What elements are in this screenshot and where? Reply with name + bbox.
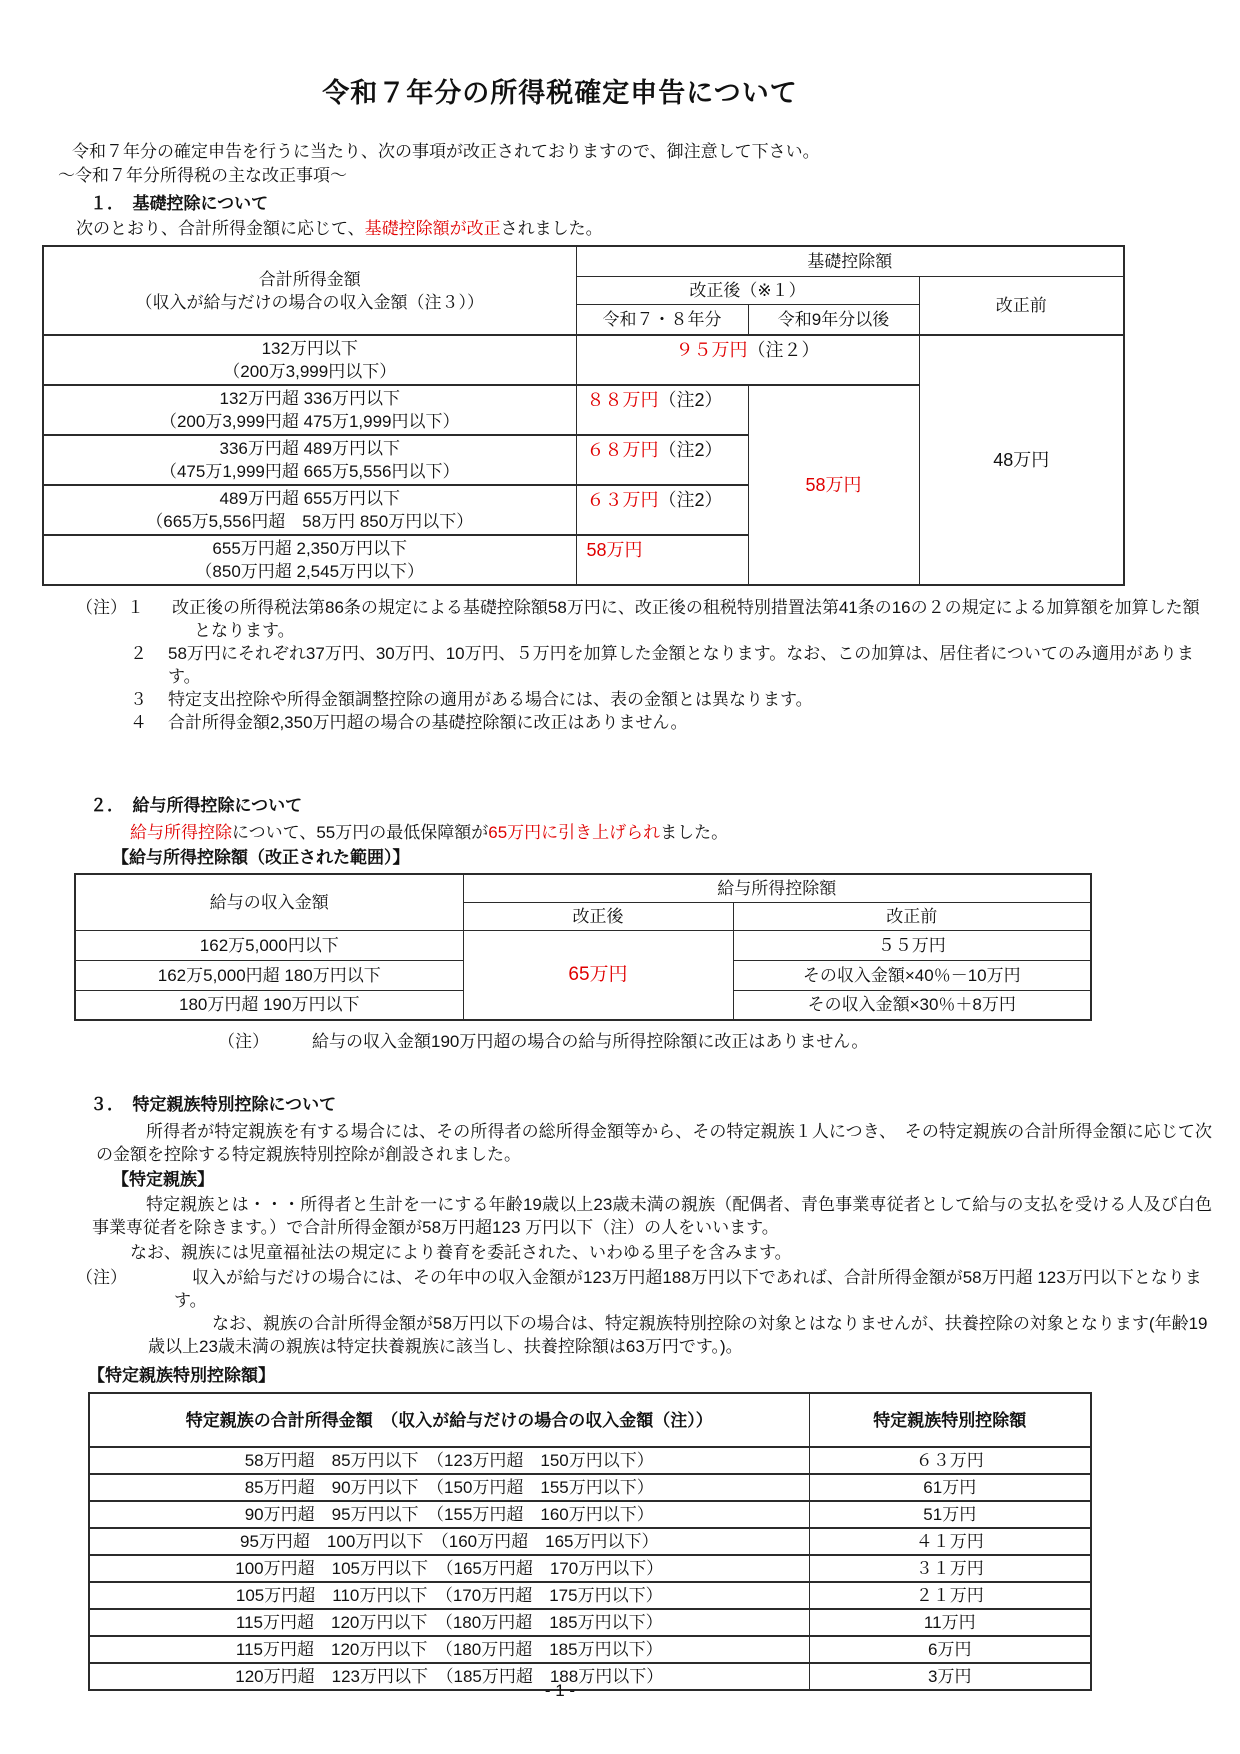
deduction-amount-cell: ６８万円（注2） [576,435,748,485]
header-employment-deduction: 給与所得控除額 [463,874,1091,902]
note-item [0,642,1240,688]
table-row [89,1528,1091,1555]
income-range-cell: 90万円超 95万円以下 （155万円超 160万円以下） [89,1501,809,1528]
deduction-amount-cell: ６３万円 [809,1447,1091,1474]
before-revision-amount-cell: 48万円 [919,335,1124,585]
deduction-amount-cell: 6万円 [809,1636,1091,1663]
deduction-amount-cell: 3万円 [809,1663,1091,1690]
table-row [89,1501,1091,1528]
income-range-cell: 85万円超 90万円以下 （150万円超 155万円以下） [89,1474,809,1501]
income-range-cell: 115万円超 120万円以下 （180万円超 185万円以下） [89,1636,809,1663]
income-range-cell: 105万円超 110万円以下 （170万円超 175万円以下） [89,1582,809,1609]
header-total-income [43,246,576,335]
salary-range-cell: 162万5,000円以下 [75,930,463,960]
section3-note [0,1266,1240,1312]
special-deduction-table-label: 【特定親族特別控除額】 [88,1366,275,1385]
revision-items-subtitle: ～令和７年分所得税の主な改正事項～ [58,166,347,185]
table-row [89,1447,1091,1474]
header-total-income-line2: （収入が給与だけの場合の収入金額（注３）） [135,292,484,312]
income-range-cell: 489万円超 655万円以下 （665万5,556円超 58万円 850万円以下） [43,485,576,535]
deduction-amount-cell: ３１万円 [809,1555,1091,1582]
header-after-revision: 改正後（※１） [576,277,919,305]
header-before-revision: 改正前 [919,277,1124,336]
page-number: - 1 - [544,1681,576,1700]
note-item [0,596,1240,642]
income-range-cell: 336万円超 489万円以下 （475万1,999円超 665万5,556円以下） [43,435,576,485]
deduction-amount-cell: ９５万円（注２） [576,335,919,385]
tokutei-shinzoku-label: 【特定親族】 [112,1170,214,1189]
before-revision-amount-cell: ５５万円 [733,930,1091,960]
section1-heading: １． 基礎控除について [90,194,269,213]
note-text: 改正後の所得税法第86条の規定による基礎控除額58万円に、改正後の租税特別措置法第41条の16の２の規定による加算額を加算した額となります。 [172,598,1200,640]
table-row [75,930,1091,960]
deduction-amount-cell: ４１万円 [809,1528,1091,1555]
table-row [89,1582,1091,1609]
note-text: 特定支出控除や所得金額調整控除の適用がある場合には、表の金額とは異なります。 [168,690,813,709]
header-basic-deduction: 基礎控除額 [576,246,1124,277]
header-reiwa7-8: 令和７・８年分 [576,305,748,336]
note-text: 58万円にそれぞれ37万円、30万円、10万円、５万円を加算した金額となります。なお、この加算は、居住者についてのみ適用があります。 [168,644,1194,686]
header-after-revision: 改正後 [463,902,733,930]
table-row [89,1609,1091,1636]
note-marker: （注） [218,1032,269,1051]
header-reiwa9-later: 令和9年分以後 [748,305,919,336]
special-dependent-deduction-table [88,1392,1092,1691]
page-title: 令和７年分の所得税確定申告について [322,78,798,108]
table-row [89,1636,1091,1663]
section3-heading: ３． 特定親族特別控除について [90,1095,337,1114]
deduction-amount-cell: 51万円 [809,1501,1091,1528]
intro-paragraph: 令和７年分の確定申告を行うに当たり、次の事項が改正されておりますので、御注意して下さい。 [72,142,820,161]
employment-income-deduction-table [74,873,1092,1021]
income-range-cell: 100万円超 105万円以下 （165万円超 170万円以下） [89,1555,809,1582]
note-marker: （注） [76,1268,127,1287]
section3-paragraph1: 所得者が特定親族を有する場合には、その所得者の総所得金額等から、その特定親族１人につき、 その特定親族の合計所得金額に応じて次の金額を控除する特定親族特別控除が創設されました。 [96,1122,1212,1164]
section1-lead: 次のとおり、合計所得金額に応じて、基礎控除額が改正されました。 [76,219,603,238]
header-total-income-line1: 合計所得金額 [258,269,361,289]
table-row [89,1474,1091,1501]
header-salary-income: 給与の収入金額 [75,874,463,930]
reiwa9-later-amount-cell: 58万円 [748,385,919,585]
salary-range-cell: 180万円超 190万円以下 [75,990,463,1020]
note-text: 合計所得金額2,350万円超の場合の基礎控除額に改正はありません。 [168,713,688,732]
income-range-cell: 58万円超 85万円以下 （123万円超 150万円以下） [89,1447,809,1474]
section2-lead: 給与所得控除について、55万円の最低保障額が65万円に引き上げられました。 [130,823,729,842]
deduction-amount-cell: ８８万円（注2） [576,385,748,435]
note-marker: ２ [130,644,147,663]
deduction-amount-cell: 58万円 [576,535,748,585]
section3-paragraph3: なお、親族には児童福祉法の規定により養育を委託された、いわゆる里子を含みます。 [130,1243,792,1262]
note-item [0,688,1240,711]
income-range-cell: 655万円超 2,350万円以下 （850万円超 2,545万円以下） [43,535,576,585]
before-revision-amount-cell: その収入金額×30％＋8万円 [733,990,1091,1020]
basic-deduction-table [42,245,1125,586]
section3-note-continued: なお、親族の合計所得金額が58万円以下の場合は、特定親族特別控除の対象とはなりませんが、扶養控除の対象となります(年齢19歳以上23歳未満の親族は特定扶養親族に該当し、扶養控除額は63万円です。)。 [148,1314,1208,1356]
header-dependent-income-range: 特定親族の合計所得金額 （収入が給与だけの場合の収入金額（注）） [89,1393,809,1447]
note-text: 収入が給与だけの場合には、その年中の収入金額が123万円超188万円以下であれば、合計所得金額が58万円超 123万円以下となります。 [174,1268,1202,1310]
income-range-cell: 132万円以下 （200万3,999円以下） [43,335,576,385]
section3-paragraph2: 特定親族とは・・・所得者と生計を一にする年齢19歳以上23歳未満の親族（配偶者、青色事業専従者として給与の支払を受ける人及び白色事業専従者を除きます。）で合計所得金額が58万円超123 万円以下（注）の人をいいます。 [92,1195,1212,1237]
header-before-revision: 改正前 [733,902,1091,930]
section2-note [0,1030,1240,1053]
salary-range-cell: 162万5,000円超 180万円以下 [75,960,463,990]
table-row [43,335,1124,385]
header-special-deduction-amount: 特定親族特別控除額 [809,1393,1091,1447]
section1-notes [0,596,1240,734]
before-revision-amount-cell: その収入金額×40％－10万円 [733,960,1091,990]
deduction-amount-cell: 11万円 [809,1609,1091,1636]
section2-heading: ２． 給与所得控除について [90,796,303,815]
income-range-cell: 132万円超 336万円以下 （200万3,999円超 475万1,999円以下） [43,385,576,435]
note-marker: （注）１ [76,598,144,617]
note-marker: ４ [130,713,147,732]
income-range-cell: 95万円超 100万円以下 （160万円超 165万円以下） [89,1528,809,1555]
employment-deduction-table-label: 【給与所得控除額（改正された範囲）】 [112,848,410,867]
after-revision-amount-cell: 65万円 [463,930,733,1020]
income-range-cell: 115万円超 120万円以下 （180万円超 185万円以下） [89,1609,809,1636]
note-text: 給与の収入金額190万円超の場合の給与所得控除額に改正はありません。 [312,1032,869,1051]
note-marker: ３ [130,690,147,709]
income-range-cell: 120万円超 123万円以下 （185万円超 188万円以下） [89,1663,809,1690]
table-row [89,1555,1091,1582]
deduction-amount-cell: 61万円 [809,1474,1091,1501]
deduction-amount-cell: ６３万円（注2） [576,485,748,535]
deduction-amount-cell: ２１万円 [809,1582,1091,1609]
note-item [0,711,1240,734]
